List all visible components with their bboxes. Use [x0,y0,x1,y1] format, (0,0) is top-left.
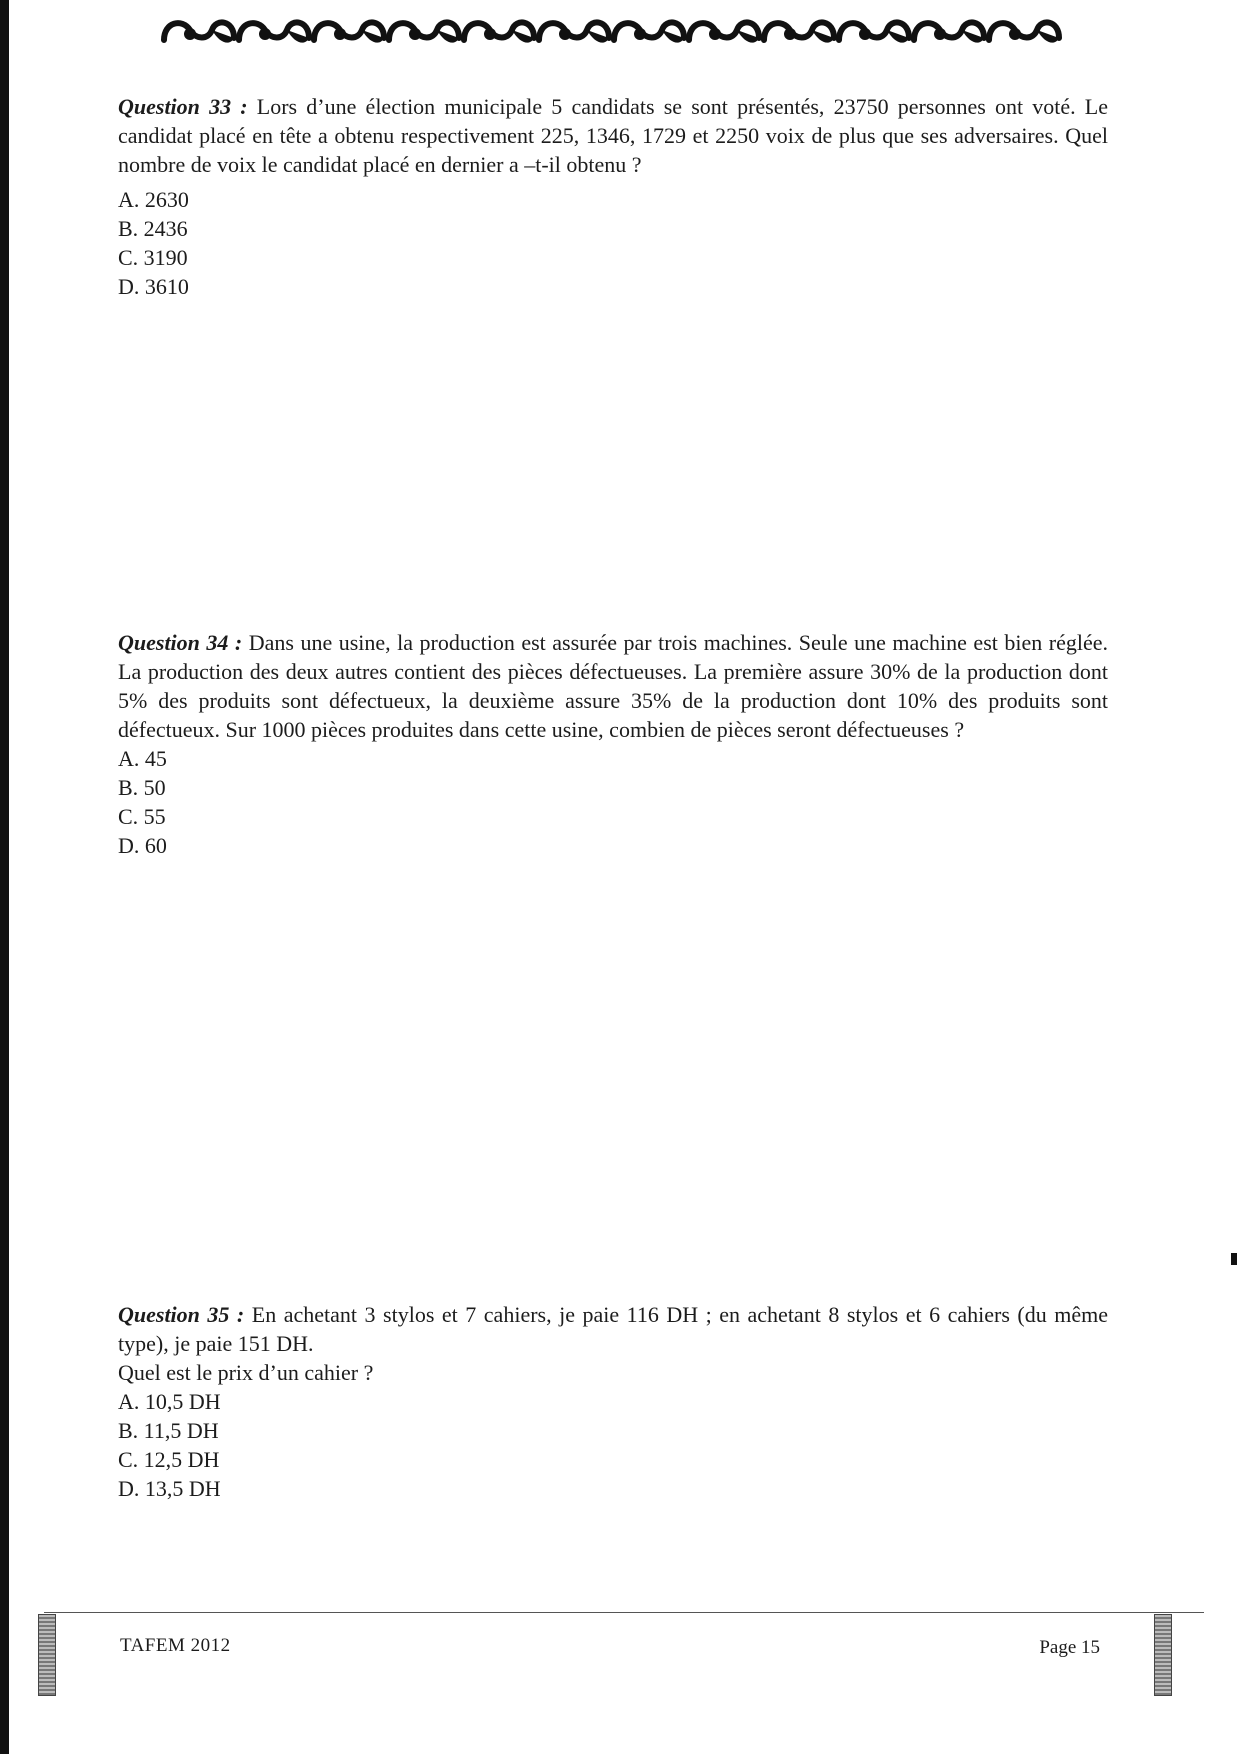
question-34 [118,628,1108,860]
question-subtext: Quel est le prix d’un cahier ? [118,1360,374,1385]
answer-options [118,1387,1108,1503]
question-body: En achetant 3 stylos et 7 cahiers, je paie 116 DH ; en achetant 8 stylos et 6 cahiers (du même type), je paie 151 DH. [118,1302,1108,1356]
option-d: D. 13,5 DH [118,1476,221,1501]
option-b: B. 50 [118,775,166,800]
footer-right-margin-bar [1154,1614,1172,1696]
footer-page-number: Page 15 [1039,1637,1100,1658]
option-a: A. 10,5 DH [118,1389,221,1414]
footer-exam-name: TAFEM 2012 [120,1635,231,1656]
question-label: Question 35 : [118,1302,245,1327]
decorative-border-ornament [160,6,1070,52]
question-33 [118,92,1108,301]
question-body: Dans une usine, la production est assurée par trois machines. Seule une machine est bien réglée. La production des deux autres contient des pièces défectueuses. La première assure 30% de la production dont 5% des produits sont défectueux, la deuxième assure 35% de la production dont 10% des produits sont défectueux. Sur 1000 pièces produites dans cette usine, combien de pièces seront défectueuses ? [118,630,1108,742]
footer-left-margin-bar [38,1614,56,1696]
question-text [118,92,1108,179]
option-c: C. 55 [118,804,166,829]
answer-options [118,185,1108,301]
option-b: B. 11,5 DH [118,1418,219,1443]
option-c: C. 12,5 DH [118,1447,220,1472]
footer-divider [44,1612,1204,1613]
option-a: A. 2630 [118,187,189,212]
question-35 [118,1300,1108,1503]
question-label: Question 33 : [118,94,248,119]
scan-left-edge [0,0,9,1754]
option-d: D. 60 [118,833,167,858]
question-text [118,628,1108,744]
answer-options [118,744,1108,860]
option-a: A. 45 [118,746,167,771]
scan-artifact-mark [1231,1253,1237,1265]
question-label: Question 34 : [118,630,243,655]
question-text [118,1300,1108,1358]
option-d: D. 3610 [118,274,189,299]
option-b: B. 2436 [118,216,188,241]
option-c: C. 3190 [118,245,188,270]
question-body: Lors d’une élection municipale 5 candidats se sont présentés, 23750 personnes ont voté. Le candidat placé en tête a obtenu respectivement 225, 1346, 1729 et 2250 voix de plus que ses adversaires. Quel nombre de voix le candidat placé en dernier a –t-il obtenu ? [118,94,1108,177]
